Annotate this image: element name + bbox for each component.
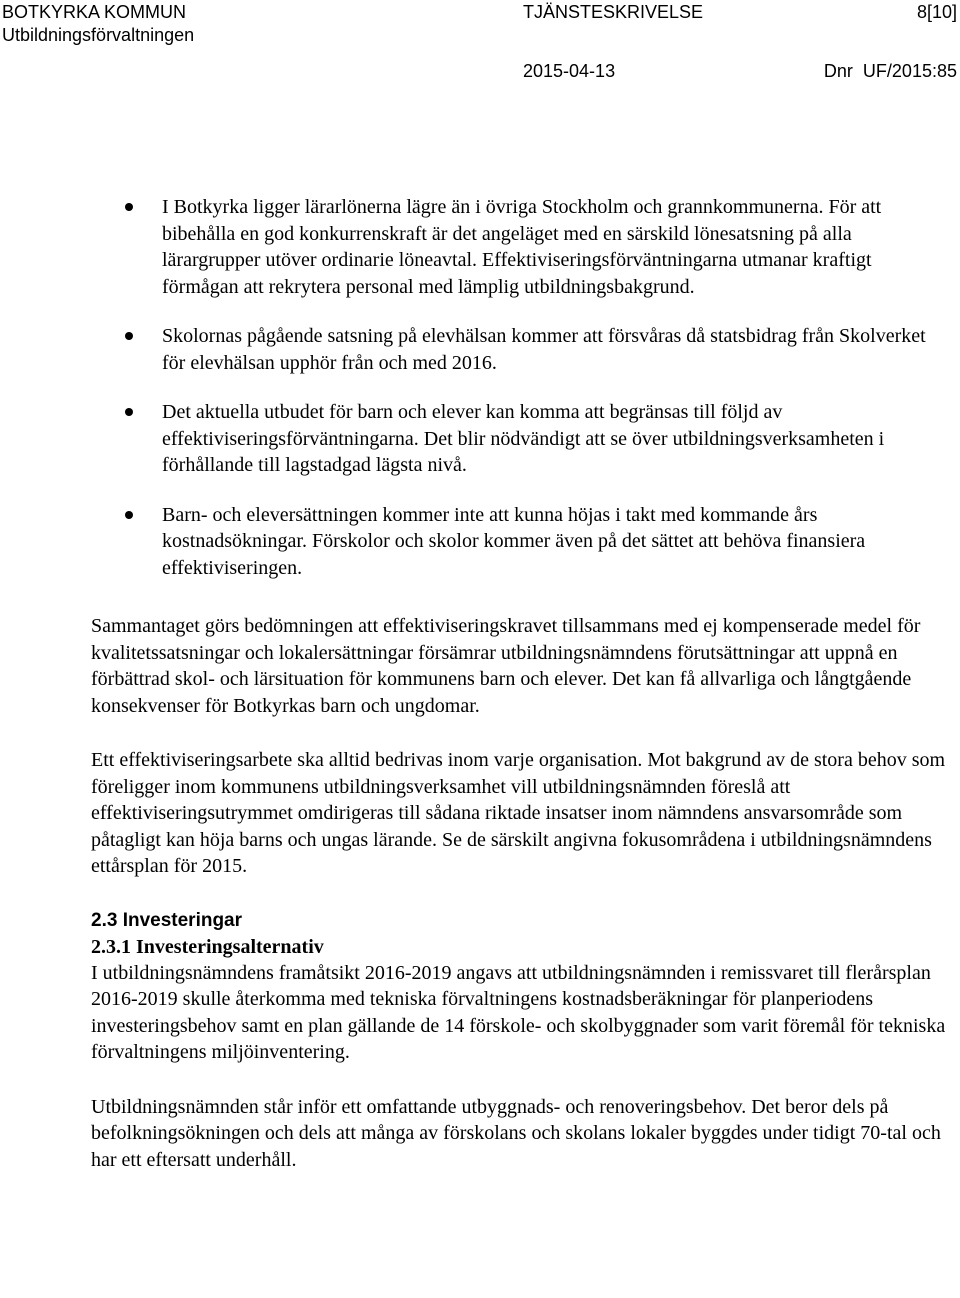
page-indicator: 8[10]: [916, 2, 957, 22]
list-item: Barn- och eleversättningen kommer inte att kunna höjas i takt med kommande års kostnadsökningar. Förskolor och skolor kommer även på det sättet att behöva finansiera effektiviseringen.: [162, 502, 951, 582]
subsection-heading: 2.3.1 Investeringsalternativ: [91, 935, 324, 958]
list-item: Skolornas pågående satsning på elevhälsan kommer att försvåras då statsbidrag från Skolverket för elevhälsan upphör från och med 2016.: [162, 323, 951, 376]
list-item: I Botkyrka ligger lärarlönerna lägre än i övriga Stockholm och grannkommunerna. För att bibehålla en god konkurrenskraft är det angeläget med en särskild lönesatsning på alla lärargrupper utöver ordinarie löneavtal. Effektiviseringsförväntningarna utmanar kraftigt förmågan att rekrytera personal med lämplig utbildningsbakgrund.: [162, 194, 951, 300]
department-name: Utbildningsförvaltningen: [2, 25, 195, 45]
paragraph-investment-plan: I utbildningsnämndens framåtsikt 2016-2019 angavs att utbildningsnämnden i remissvaret till flerårsplan 2016-2019 skulle återkomma med tekniska förvaltningens kostnadsberäkningar för planperiodens investeringsbehov samt en plan gällande de 14 förskole- och skolbyggnader som varit föremål för tekniska förvaltningens miljöinventering.: [91, 961, 946, 1063]
organization-name: BOTKYRKA KOMMUN: [2, 2, 187, 22]
document-body: [91, 194, 951, 1201]
bullet-list: [91, 194, 951, 581]
paragraph-summary: Sammantaget görs bedömningen att effektiviseringskravet tillsammans med ej kompenserade medel för kvalitetssatsningar och lokalersättningar försämrar utbildningsnämndens förutsättningar att uppnå en förbättrad skol- och lärsituation för kommunens barn och elever. Det kan få allvarliga och långtgående konsekvenser för Botkyrkas barn och ungdomar.: [91, 615, 921, 717]
paragraph-renovation: Utbildningsnämnden står inför ett omfattande utbyggnads- och renoveringsbehov. Det beror dels på befolkningsökningen och dels att många av förskolans och skolans lokaler byggdes under tidigt 70-tal och har ett eftersatt underhåll.: [91, 1095, 941, 1171]
document-date: 2015-04-13: [523, 61, 616, 81]
document-type: TJÄNSTESKRIVELSE: [523, 2, 704, 22]
section-heading: 2.3 Investeringar: [91, 909, 243, 931]
paragraph-efficiency: Ett effektiviseringsarbete ska alltid bedrivas inom varje organisation. Mot bakgrund av de stora behov som föreligger inom kommunens utbildningsverksamhet vill utbildningsnämnden föreslå att effektiviseringsutrymmet omdirigeras till sådana riktade insatser inom nämndens ansvarsområde som påtagligt kan höja barns och ungas lärande. Se de särskilt angivna fokusområdena i utbildningsnämndens ettårsplan för 2015.: [91, 749, 946, 877]
list-item: Det aktuella utbudet för barn och elever kan komma att begränsas till följd av effektiviseringsförväntningarna. Det blir nödvändigt att se över utbildningsverksamheten i förhållande till lagstadgad lägsta nivå.: [162, 399, 951, 479]
document-reference: Dnr UF/2015:85: [823, 61, 957, 81]
